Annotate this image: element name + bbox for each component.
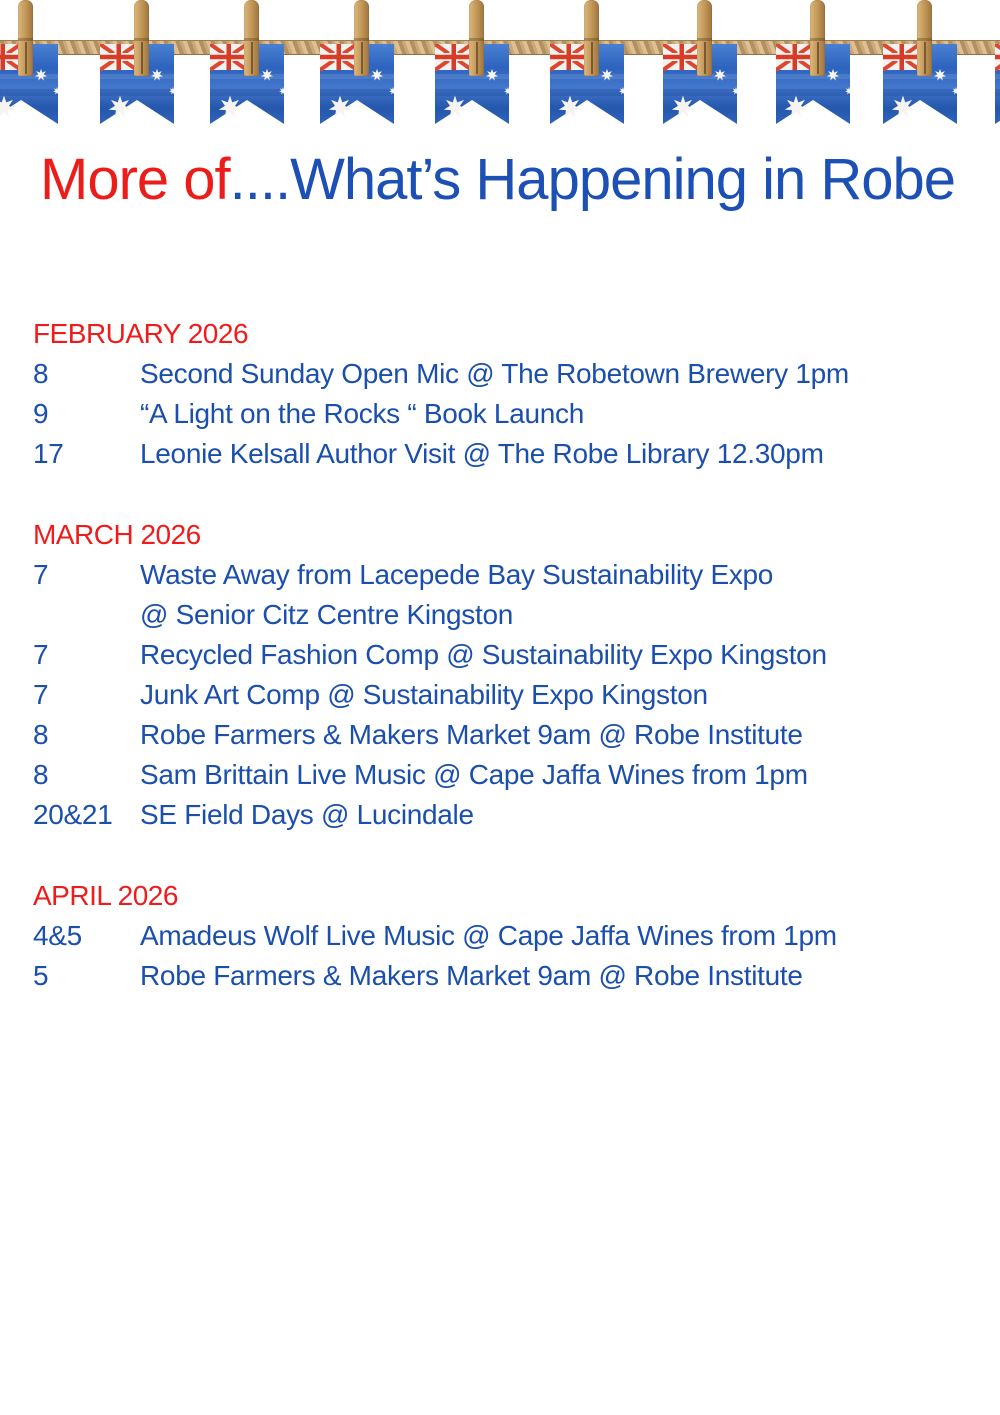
australian-flag-pennant (100, 0, 174, 132)
australian-flag-pennant (435, 0, 509, 132)
clothespin (917, 0, 932, 76)
event-date: 20&21 (33, 798, 113, 830)
event-date: 7 (33, 678, 49, 710)
title-blue-part: ....What’s Happening in Robe (229, 147, 956, 212)
australian-flag-pennant (320, 0, 394, 132)
event-row (33, 956, 980, 996)
australian-flag-pennant (883, 0, 957, 132)
event-date: 4&5 (33, 919, 82, 951)
event-row (33, 755, 980, 795)
month-section (33, 515, 980, 835)
clothespin (469, 0, 484, 76)
australian-flag-pennant (995, 44, 1000, 124)
event-row (33, 675, 980, 715)
event-row (33, 635, 980, 675)
event-date (33, 595, 140, 635)
event-description: Second Sunday Open Mic @ The Robetown Brewery 1pm (140, 357, 849, 389)
australian-flag-pennant (663, 0, 737, 132)
event-row (33, 595, 980, 635)
clothespin (354, 0, 369, 76)
page-title (40, 148, 1000, 212)
event-date: 7 (33, 558, 49, 590)
events-list (0, 314, 1000, 996)
australian-flag-bunting (0, 0, 1000, 132)
month-rows (33, 916, 980, 996)
event-row (33, 394, 980, 434)
event-row (33, 434, 980, 474)
clothespin (810, 0, 825, 76)
australian-flag-pennant (210, 0, 284, 132)
month-rows (33, 354, 980, 474)
event-row (33, 795, 980, 835)
clothespin (134, 0, 149, 76)
clothespin (584, 0, 599, 76)
australian-flag-pennant (550, 0, 624, 132)
australian-flag-pennant (995, 0, 1000, 132)
event-description: @ Senior Citz Centre Kingston (140, 598, 514, 630)
event-row (33, 916, 980, 956)
event-date: 9 (33, 397, 49, 429)
clothespin (244, 0, 259, 76)
month-heading: MARCH 2026 (33, 518, 201, 550)
event-description: Robe Farmers & Makers Market 9am @ Robe Institute (140, 718, 803, 750)
event-row (33, 715, 980, 755)
month-heading: APRIL 2026 (33, 879, 178, 911)
event-date: 7 (33, 638, 49, 670)
month-section (33, 314, 980, 474)
event-date: 8 (33, 758, 49, 790)
event-description: Recycled Fashion Comp @ Sustainability Expo Kingston (140, 638, 827, 670)
event-description: Leonie Kelsall Author Visit @ The Robe Library 12.30pm (140, 437, 824, 469)
event-date: 17 (33, 437, 64, 469)
month-heading: FEBRUARY 2026 (33, 317, 249, 349)
clothespin (18, 0, 33, 76)
event-date: 8 (33, 357, 49, 389)
event-row (33, 555, 980, 595)
event-description: Sam Brittain Live Music @ Cape Jaffa Wines from 1pm (140, 758, 808, 790)
month-rows (33, 555, 980, 835)
clothespin (697, 0, 712, 76)
event-description: SE Field Days @ Lucindale (140, 798, 474, 830)
event-date: 5 (33, 959, 49, 991)
australian-flag-pennant (0, 0, 58, 132)
event-description: Junk Art Comp @ Sustainability Expo Kingston (140, 678, 708, 710)
event-row (33, 354, 980, 394)
australian-flag-pennant (776, 0, 850, 132)
event-description: “A Light on the Rocks “ Book Launch (140, 397, 584, 429)
month-section (33, 876, 980, 996)
event-description: Robe Farmers & Makers Market 9am @ Robe Institute (140, 959, 803, 991)
event-description: Amadeus Wolf Live Music @ Cape Jaffa Wines from 1pm (140, 919, 837, 951)
event-date: 8 (33, 718, 49, 750)
title-red-part: More of (40, 147, 230, 212)
event-description: Waste Away from Lacepede Bay Sustainability Expo (140, 558, 774, 590)
